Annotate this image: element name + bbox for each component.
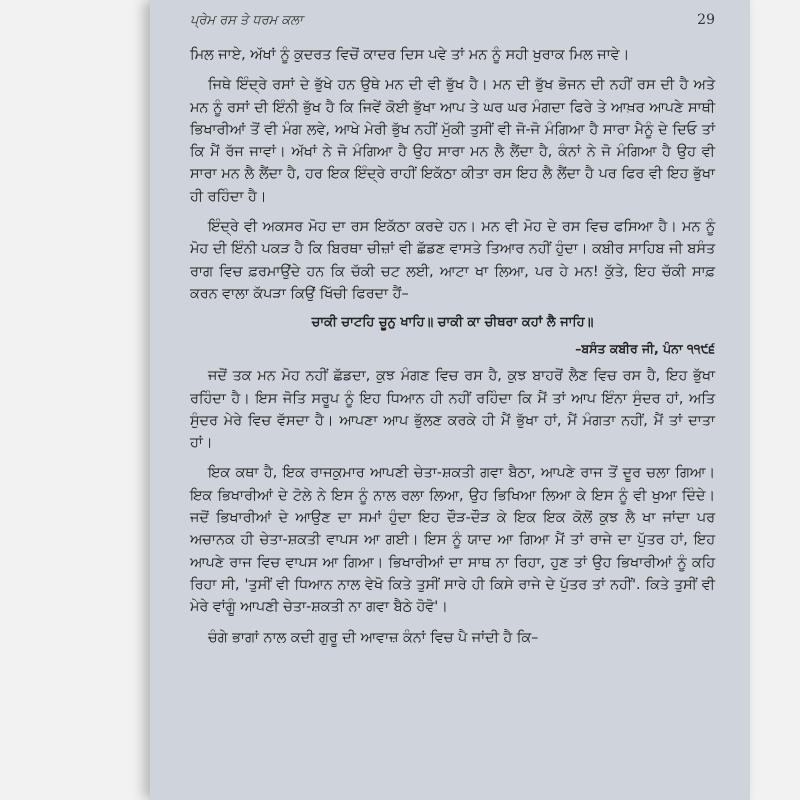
paragraph: ਜਦੋਂ ਤਕ ਮਨ ਮੋਹ ਨਹੀਂ ਛੱਡਦਾ, ਕੁਝ ਮੰਗਣ ਵਿਚ ਰਸ ਹੈ, ਕੁਝ ਬਾਹਰੋਂ ਲੈਣ ਵਿਚ ਰਸ ਹੈ, ਇਹ ਭੁੱਖਾ ਰਹਿੰਦਾ ਹੈ। ਇਸ ਜੋਤਿ ਸਰੂਪ ਨੂੰ ਇਹ ਧਿਆਨ ਹੀ ਨਹੀਂ ਰਹਿੰਦਾ ਕਿ ਮੈਂ ਤਾਂ ਆਪ ਇੰਨਾ ਸੁੰਦਰ ਹਾਂ, ਅਤਿ ਸੁੰਦਰ ਮੇਰੇ ਵਿਚ ਵੱਸਦਾ ਹੈ। ਆਪਣਾ ਆਪ ਭੁੱਲਣ ਕਰਕੇ ਹੀ ਮੈਂ ਭੁੱਖਾ ਹਾਂ, ਮੈਂ ਮੰਗਤਾ ਨਹੀਂ, ਮੈਂ ਤਾਂ ਦਾਤਾ ਹਾਂ।: [190, 368, 715, 452]
quote-citation: –ਬਸੰਤ ਕਬੀਰ ਜੀ, ਪੰਨਾ ੧੧੯੬: [575, 341, 715, 357]
paragraph: ਇਕ ਕਥਾ ਹੈ, ਇਕ ਰਾਜਕੁਮਾਰ ਆਪਣੀ ਚੇਤਾ-ਸ਼ਕਤੀ ਗਵਾ ਬੈਠਾ, ਆਪਣੇ ਰਾਜ ਤੋਂ ਦੂਰ ਚਲਾ ਗਿਆ। ਇਕ ਭਿਖਾਰੀਆਂ ਦੇ ਟੋਲੇ ਨੇ ਇਸ ਨੂੰ ਨਾਲ ਰਲਾ ਲਿਆ, ਉਹ ਭਿਖਿਆ ਲਿਆ ਕੇ ਇਸ ਨੂੰ ਵੀ ਖੁਆ ਦਿੰਦੇ। ਜਦੋਂ ਭਿਖਾਰੀਆਂ ਦੇ ਆਉਣ ਦਾ ਸਮਾਂ ਹੁੰਦਾ ਇਹ ਦੌੜ-ਦੌੜ ਕੇ ਇਕ ਇਕ ਕੋਲੋਂ ਕੁਝ ਲੈ ਖਾ ਜਾਂਦਾ ਪਰ ਅਚਾਨਕ ਹੀ ਚੇਤਾ-ਸ਼ਕਤੀ ਵਾਪਸ ਆ ਗਈ। ਇਸ ਨੂੰ ਯਾਦ ਆ ਗਿਆ ਮੈਂ ਤਾਂ ਰਾਜੇ ਦਾ ਪੁੱਤਰ ਹਾਂ, ਇਹ ਆਪਣੇ ਰਾਜ ਵਿਚ ਵਾਪਸ ਆ ਗਿਆ। ਭਿਖਾਰੀਆਂ ਦਾ ਸਾਥ ਨਾ ਰਿਹਾ, ਹੁਣ ਤਾਂ ਉਹ ਭਿਖਾਰੀਆਂ ਨੂੰ ਕਹਿ ਰਿਹਾ ਸੀ, 'ਤੁਸੀਂ ਵੀ ਧਿਆਨ ਨਾਲ ਵੇਖੋ ਕਿਤੇ ਤੁਸੀਂ ਸਾਰੇ ਹੀ ਕਿਸੇ ਰਾਜੇ ਦੇ ਪੁੱਤਰ ਤਾਂ ਨਹੀਂ'. ਕਿਤੇ ਤੁਸੀਂ ਵੀ ਮੇਰੇ ਵਾਂਗੂੰ ਆਪਣੀ ਚੇਤਾ-ਸ਼ਕਤੀ ਨਾ ਗਵਾ ਬੈਠੇ ਹੋਵੋ'।: [190, 465, 715, 616]
page-header: [190, 12, 715, 36]
scripture-quote: ਚਾਕੀ ਚਾਟਹਿ ਚੂਨੁ ਖਾਹਿ॥ ਚਾਕੀ ਕਾ ਚੀਥਰਾ ਕਹਾਂ ਲੈ ਜਾਹਿ॥: [311, 315, 594, 331]
paragraph: ਇੰਦ੍ਰੇ ਵੀ ਅਕਸਰ ਮੋਹ ਦਾ ਰਸ ਇਕੱਠਾ ਕਰਦੇ ਹਨ। ਮਨ ਵੀ ਮੋਹ ਦੇ ਰਸ ਵਿਚ ਫਸਿਆ ਹੈ। ਮਨ ਨੂੰ ਮੋਹ ਦੀ ਇੰਨੀ ਪਕੜ ਹੈ ਕਿ ਬਿਰਥਾ ਚੀਜ਼ਾਂ ਵੀ ਛੱਡਣ ਵਾਸਤੇ ਤਿਆਰ ਨਹੀਂ ਹੁੰਦਾ। ਕਬੀਰ ਸਾਹਿਬ ਜੀ ਬਸੰਤ ਰਾਗ ਵਿਚ ਫ਼ਰਮਾਉਂਦੇ ਹਨ ਕਿ ਚੱਕੀ ਚਟ ਲਈ, ਆਟਾ ਖਾ ਲਿਆ, ਪਰ ਹੇ ਮਨ! ਕੁੱਤੇ, ਇਹ ਚੱਕੀ ਸਾਫ਼ ਕਰਨ ਵਾਲਾ ਕੱਪੜਾ ਕਿਉਂ ਖਿੱਚੀ ਫਿਰਦਾ ਹੈਂ–: [190, 219, 715, 302]
paragraph: ਮਿਲ ਜਾਏ, ਅੱਖਾਂ ਨੂੰ ਕੁਦਰਤ ਵਿਚੋਂ ਕਾਦਰ ਦਿਸ ਪਵੇ ਤਾਂ ਮਨ ਨੂੰ ਸਹੀ ਖੁਰਾਕ ਮਿਲ ਜਾਵੇ।: [190, 47, 630, 63]
paragraph: ਜਿਥੇ ਇੰਦ੍ਰੇ ਰਸਾਂ ਦੇ ਭੁੱਖੇ ਹਨ ਉਥੇ ਮਨ ਦੀ ਵੀ ਭੁੱਖ ਹੈ। ਮਨ ਦੀ ਭੁੱਖ ਭੋਜਨ ਦੀ ਨਹੀਂ ਰਸ ਦੀ ਹੈ ਅਤੇ ਮਨ ਨੂੰ ਰਸਾਂ ਦੀ ਇੰਨੀ ਭੁੱਖ ਹੈ ਕਿ ਜਿਵੇਂ ਕੋਈ ਭੁੱਖਾ ਆਪ ਤੇ ਘਰ ਘਰ ਮੰਗਦਾ ਫਿਰੇ ਤੇ ਆਖ਼ਰ ਆਪਣੇ ਸਾਥੀ ਭਿਖਾਰੀਆਂ ਤੋਂ ਵੀ ਮੰਗ ਲਵੇ, ਆਖੇ ਮੇਰੀ ਭੁੱਖ ਨਹੀਂ ਮੁੱਕੀ ਤੁਸੀਂ ਵੀ ਜੋ-ਜੋ ਮੰਗਿਆ ਹੈ ਸਾਰਾ ਮੈਨੂੰ ਦੇ ਦਿਓ ਤਾਂ ਕਿ ਮੈਂ ਰੱਜ ਜਾਵਾਂ। ਅੱਖਾਂ ਨੇ ਜੋ ਮੰਗਿਆ ਹੈ ਉਹ ਸਾਰਾ ਮਨ ਲੈ ਲੈਂਦਾ ਹੈ, ਕੰਨਾਂ ਨੇ ਜੋ ਮੰਗਿਆ ਹੈ ਉਹ ਵੀ ਸਾਰਾ ਮਨ ਲੈ ਲੈਂਦਾ ਹੈ, ਹਰ ਇਕ ਇੰਦ੍ਰੇ ਰਾਹੀਂ ਇਕੱਠਾ ਕੀਤਾ ਰਸ ਇਹ ਲੈ ਲੈਂਦਾ ਹੈ ਪਰ ਫਿਰ ਵੀ ਇਹ ਭੁੱਖਾ ਹੀ ਰਹਿੰਦਾ ਹੈ।: [190, 77, 715, 205]
paragraph: ਚੰਗੇ ਭਾਗਾਂ ਨਾਲ ਕਦੀ ਗੁਰੂ ਦੀ ਆਵਾਜ਼ ਕੰਨਾਂ ਵਿਚ ਪੈ ਜਾਂਦੀ ਹੈ ਕਿ–: [208, 629, 539, 646]
page-body: [190, 44, 715, 649]
running-title: ਪ੍ਰੇਮ ਰਸ ਤੇ ਧਰਮ ਕਲਾ: [190, 13, 303, 28]
book-page: [150, 0, 750, 800]
page-content: [190, 12, 715, 772]
page-number: 29: [697, 12, 715, 28]
